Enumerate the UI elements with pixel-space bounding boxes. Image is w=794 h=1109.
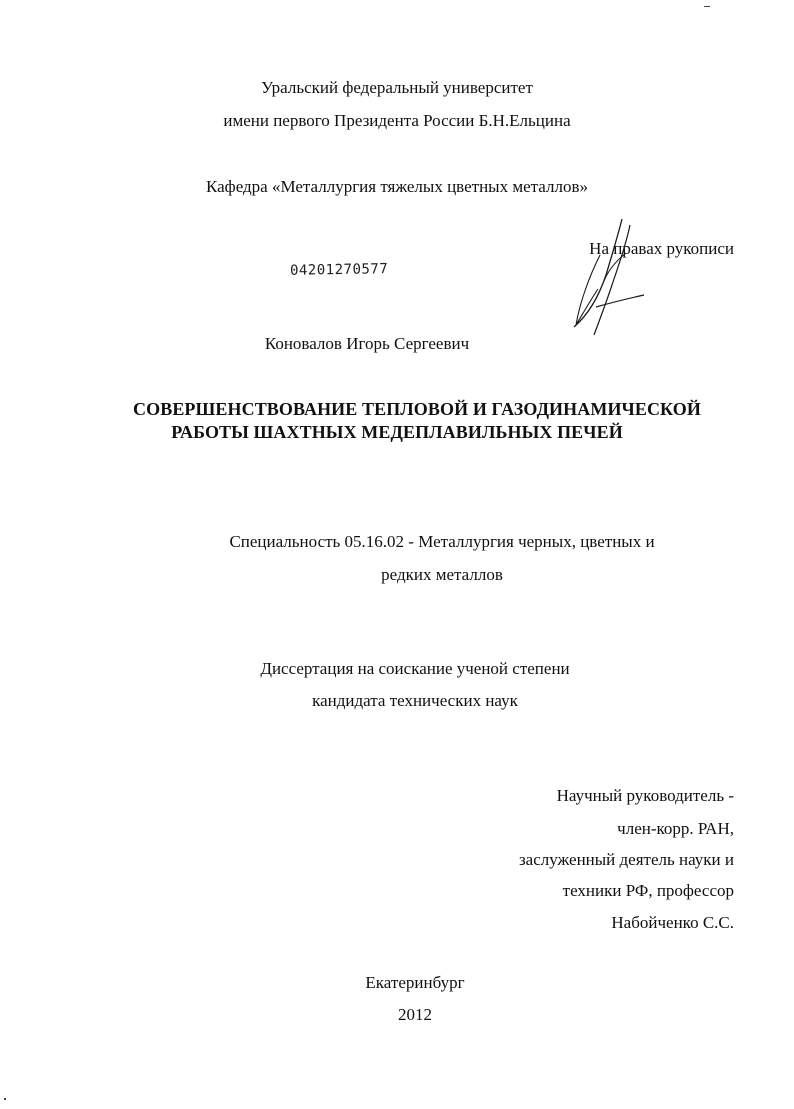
author-name: Коновалов Игорь Сергеевич: [264, 334, 470, 353]
institution-line-2: имени первого Президента России Б.Н.Ельцина: [223, 111, 571, 130]
dissertation-title-line-1: СОВЕРШЕНСТВОВАНИЕ ТЕПЛОВОЙ И ГАЗОДИНАМИЧЕСКОЙ: [133, 399, 701, 419]
manuscript-note: На правах рукописи: [589, 239, 734, 258]
registration-number: 04201270577: [289, 261, 389, 279]
city: Екатеринбург: [365, 973, 465, 992]
supervisor-line-1: Научный руководитель -: [556, 786, 734, 805]
supervisor-line-4: техники РФ, профессор: [562, 881, 734, 900]
year: 2012: [398, 1005, 432, 1024]
scan-speck: [704, 6, 710, 7]
degree-line-1: Диссертация на соискание ученой степени: [260, 659, 570, 678]
signature-mark: [560, 215, 670, 340]
supervisor-line-3: заслуженный деятель науки и: [518, 850, 734, 869]
supervisor-name: Набойченко С.С.: [611, 913, 734, 932]
scan-speck: [4, 1098, 6, 1100]
supervisor-line-2: член-корр. РАН,: [617, 819, 734, 838]
degree-line-2: кандидата технических наук: [312, 691, 518, 710]
institution-line-1: Уральский федеральный университет: [261, 78, 533, 97]
specialty-line-2: редких металлов: [381, 565, 503, 584]
department: Кафедра «Металлургия тяжелых цветных металлов»: [206, 177, 588, 196]
dissertation-title-line-2: РАБОТЫ ШАХТНЫХ МЕДЕПЛАВИЛЬНЫХ ПЕЧЕЙ: [171, 422, 623, 442]
specialty-line-1: Специальность 05.16.02 - Металлургия черных, цветных и: [229, 532, 655, 551]
